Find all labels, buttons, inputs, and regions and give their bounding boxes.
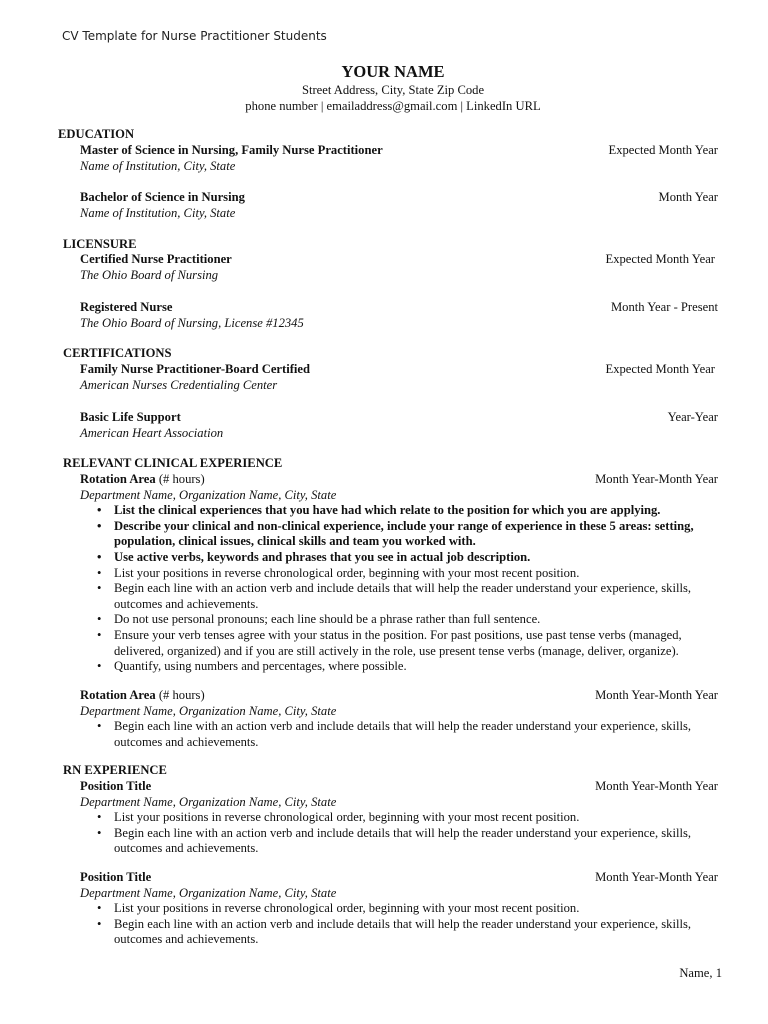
bullet-list (80, 810, 718, 857)
bullet-item: • List your positions in reverse chronological order, beginning with your most recent position. (114, 566, 718, 582)
bullet-item: • List the clinical experiences that you have had which relate to the position for which you are applying. (114, 503, 718, 519)
section-title-licensure: LICENSURE (63, 237, 137, 251)
entry-organization: Department Name, Organization Name, City, State (80, 794, 337, 809)
candidate-name: YOUR NAME (341, 62, 445, 81)
bullet-item: • Quantify, using numbers and percentages, where possible. (114, 659, 718, 675)
bullet-item: • Ensure your verb tenses agree with your status in the position. For past positions, use past tense verbs (managed, delivered, organized) and if you are still actively in the role, use present tense verbs (manage, deliver, organize). (114, 628, 718, 659)
bullet-item: • Begin each line with an action verb and include details that will help the reader understand your experience, skills, outcomes and achievements. (114, 719, 718, 750)
entry-date: Expected Month Year (605, 252, 715, 266)
document-header-note: CV Template for Nurse Practitioner Students (62, 29, 327, 43)
entry-title: Rotation Area (80, 688, 156, 702)
education-entry (80, 190, 718, 221)
contact-line: phone number | emailaddress@gmail.com | LinkedIn URL (245, 99, 541, 113)
entry-organization: Department Name, Organization Name, City, State (80, 703, 337, 718)
entry-organization: Department Name, Organization Name, City, State (80, 885, 337, 900)
entry-issuer: The Ohio Board of Nursing, License #12345 (80, 315, 304, 330)
certification-entry (80, 410, 718, 441)
entry-title: Master of Science in Nursing, Family Nurse Practitioner (80, 143, 383, 157)
entry-hours: (# hours) (155, 472, 205, 486)
bullet-item: • Begin each line with an action verb and include details that will help the reader understand your experience, skills, outcomes and achievements. (114, 581, 718, 612)
certification-entry (80, 362, 718, 393)
clinical-entry (80, 472, 718, 675)
bullet-item: • Use active verbs, keywords and phrases that you see in actual job description. (114, 550, 718, 566)
section-title-clinical-experience: RELEVANT CLINICAL EXPERIENCE (63, 456, 283, 470)
page-footer: Name, 1 (679, 966, 722, 980)
entry-title: Rotation Area (80, 472, 156, 486)
entry-date: Expected Month Year (605, 362, 715, 376)
entry-title: Position Title (80, 779, 152, 793)
entry-issuer: American Nurses Credentialing Center (80, 377, 278, 392)
bullet-list (80, 719, 718, 750)
bullet-list (80, 901, 718, 948)
street-address: Street Address, City, State Zip Code (301, 83, 485, 97)
entry-date: Month Year-Month Year (595, 779, 718, 793)
bullet-item: • Begin each line with an action verb and include details that will help the reader understand your experience, skills, outcomes and achievements. (114, 917, 718, 948)
education-entry (80, 143, 718, 174)
bullet-item: • Describe your clinical and non-clinical experience, include your range of experience in these 5 areas: setting, population, clinical issues, clinical skills and team you worked with. (114, 519, 718, 550)
licensure-entry (80, 252, 718, 283)
section-title-rn-experience: RN EXPERIENCE (63, 763, 167, 777)
bullet-item: • List your positions in reverse chronological order, beginning with your most recent position. (114, 901, 718, 917)
entry-issuer: American Heart Association (80, 425, 224, 440)
rn-entry (80, 779, 718, 857)
licensure-entry (80, 300, 718, 331)
entry-hours: (# hours) (155, 688, 205, 702)
entry-title: Registered Nurse (80, 300, 173, 314)
bullet-item: • List your positions in reverse chronological order, beginning with your most recent position. (114, 810, 718, 826)
entry-institution: Name of Institution, City, State (80, 205, 236, 220)
rn-entry (80, 870, 718, 948)
entry-date: Month Year (658, 190, 718, 204)
entry-institution: Name of Institution, City, State (80, 158, 236, 173)
section-title-education: EDUCATION (58, 127, 135, 141)
bullet-item: • Begin each line with an action verb and include details that will help the reader understand your experience, skills, outcomes and achievements. (114, 826, 718, 857)
entry-title: Bachelor of Science in Nursing (80, 190, 245, 204)
entry-title: Position Title (80, 870, 152, 884)
entry-date: Month Year-Month Year (595, 472, 718, 486)
bullet-item: • Do not use personal pronouns; each line should be a phrase rather than full sentence. (114, 612, 718, 628)
clinical-entry (80, 688, 718, 750)
entry-title: Basic Life Support (80, 410, 181, 424)
entry-title: Certified Nurse Practitioner (80, 252, 232, 266)
bullet-list (80, 503, 718, 675)
entry-title: Family Nurse Practitioner-Board Certified (80, 362, 311, 376)
entry-organization: Department Name, Organization Name, City, State (80, 487, 337, 502)
entry-date: Month Year-Month Year (595, 870, 718, 884)
entry-issuer: The Ohio Board of Nursing (80, 267, 219, 282)
entry-date: Year-Year (667, 410, 718, 424)
entry-date: Month Year-Month Year (595, 688, 718, 702)
entry-date: Month Year - Present (610, 300, 718, 314)
entry-date: Expected Month Year (608, 143, 718, 157)
section-title-certifications: CERTIFICATIONS (63, 346, 172, 360)
